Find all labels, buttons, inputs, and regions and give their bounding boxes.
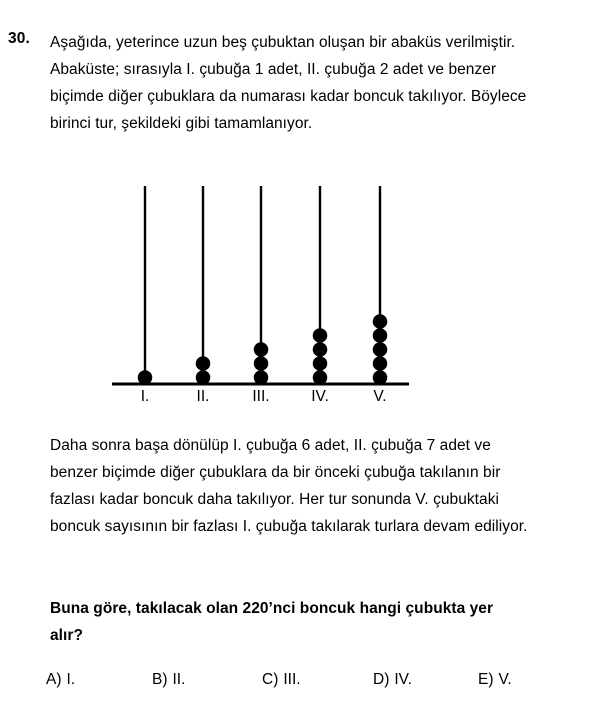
option-letter: D) [373, 671, 390, 688]
bead [313, 328, 328, 343]
question-prompt: Buna göre, takılacak olan 220’nci boncuk hangi çubukta yer alır? [50, 600, 494, 644]
rod-label: V. [373, 388, 387, 405]
abacus-figure [0, 180, 601, 410]
option-text: IV. [394, 671, 412, 688]
bead [313, 356, 328, 371]
option-letter: B) [152, 671, 168, 688]
answer-option-a[interactable] [46, 669, 75, 691]
rule-paragraph: Daha sonra başa dönülüp I. çubuğa 6 adet, II. çubuğa 7 adet ve benzer biçimde diğer çubuklara da bir önceki çubuğa takılanın bir fazlası kadar boncuk daha takılıyor. Her tur sonunda V. çubuktaki boncuk sayısının bir fazlası I. çubuğa takılarak turlara devam ediliyor. [50, 437, 528, 535]
rod-label: IV. [311, 388, 329, 405]
intro-paragraph: Aşağıda, yeterince uzun beş çubuktan oluşan bir abaküs verilmiştir. Abaküste; sırasıyla I. çubuğa 1 adet, II. çubuğa 2 adet ve benzer biçimde diğer çubuklara da numarası kadar boncuk takılıyor. Böylece birinci tur, şekildeki gibi tamamlanıyor. [50, 34, 527, 132]
bead [254, 342, 269, 357]
option-text: I. [66, 671, 76, 688]
question-number: 30. [8, 30, 30, 47]
option-text: III. [283, 671, 301, 688]
option-text: II. [172, 671, 186, 688]
option-letter: E) [478, 671, 494, 688]
bead [254, 356, 269, 371]
option-text: V. [498, 671, 512, 688]
answer-option-b[interactable] [152, 669, 185, 691]
rod-label: I. [140, 388, 150, 405]
abacus-rod [196, 186, 211, 405]
bead [373, 328, 388, 343]
abacus-svg [0, 180, 601, 410]
rod-label: III. [252, 388, 270, 405]
answer-option-d[interactable] [373, 669, 412, 691]
abacus-rod [138, 186, 153, 405]
option-letter: C) [262, 671, 279, 688]
abacus-rod [311, 186, 329, 405]
bead [196, 356, 211, 371]
bead [313, 342, 328, 357]
answer-option-e[interactable] [478, 669, 512, 691]
bead [373, 314, 388, 329]
option-letter: A) [46, 671, 62, 688]
answer-options [0, 669, 601, 695]
bead [373, 342, 388, 357]
abacus-rod [373, 186, 388, 405]
rod-label: II. [196, 388, 210, 405]
abacus-rod [252, 186, 269, 405]
bead [373, 356, 388, 371]
answer-option-c[interactable] [262, 669, 301, 691]
